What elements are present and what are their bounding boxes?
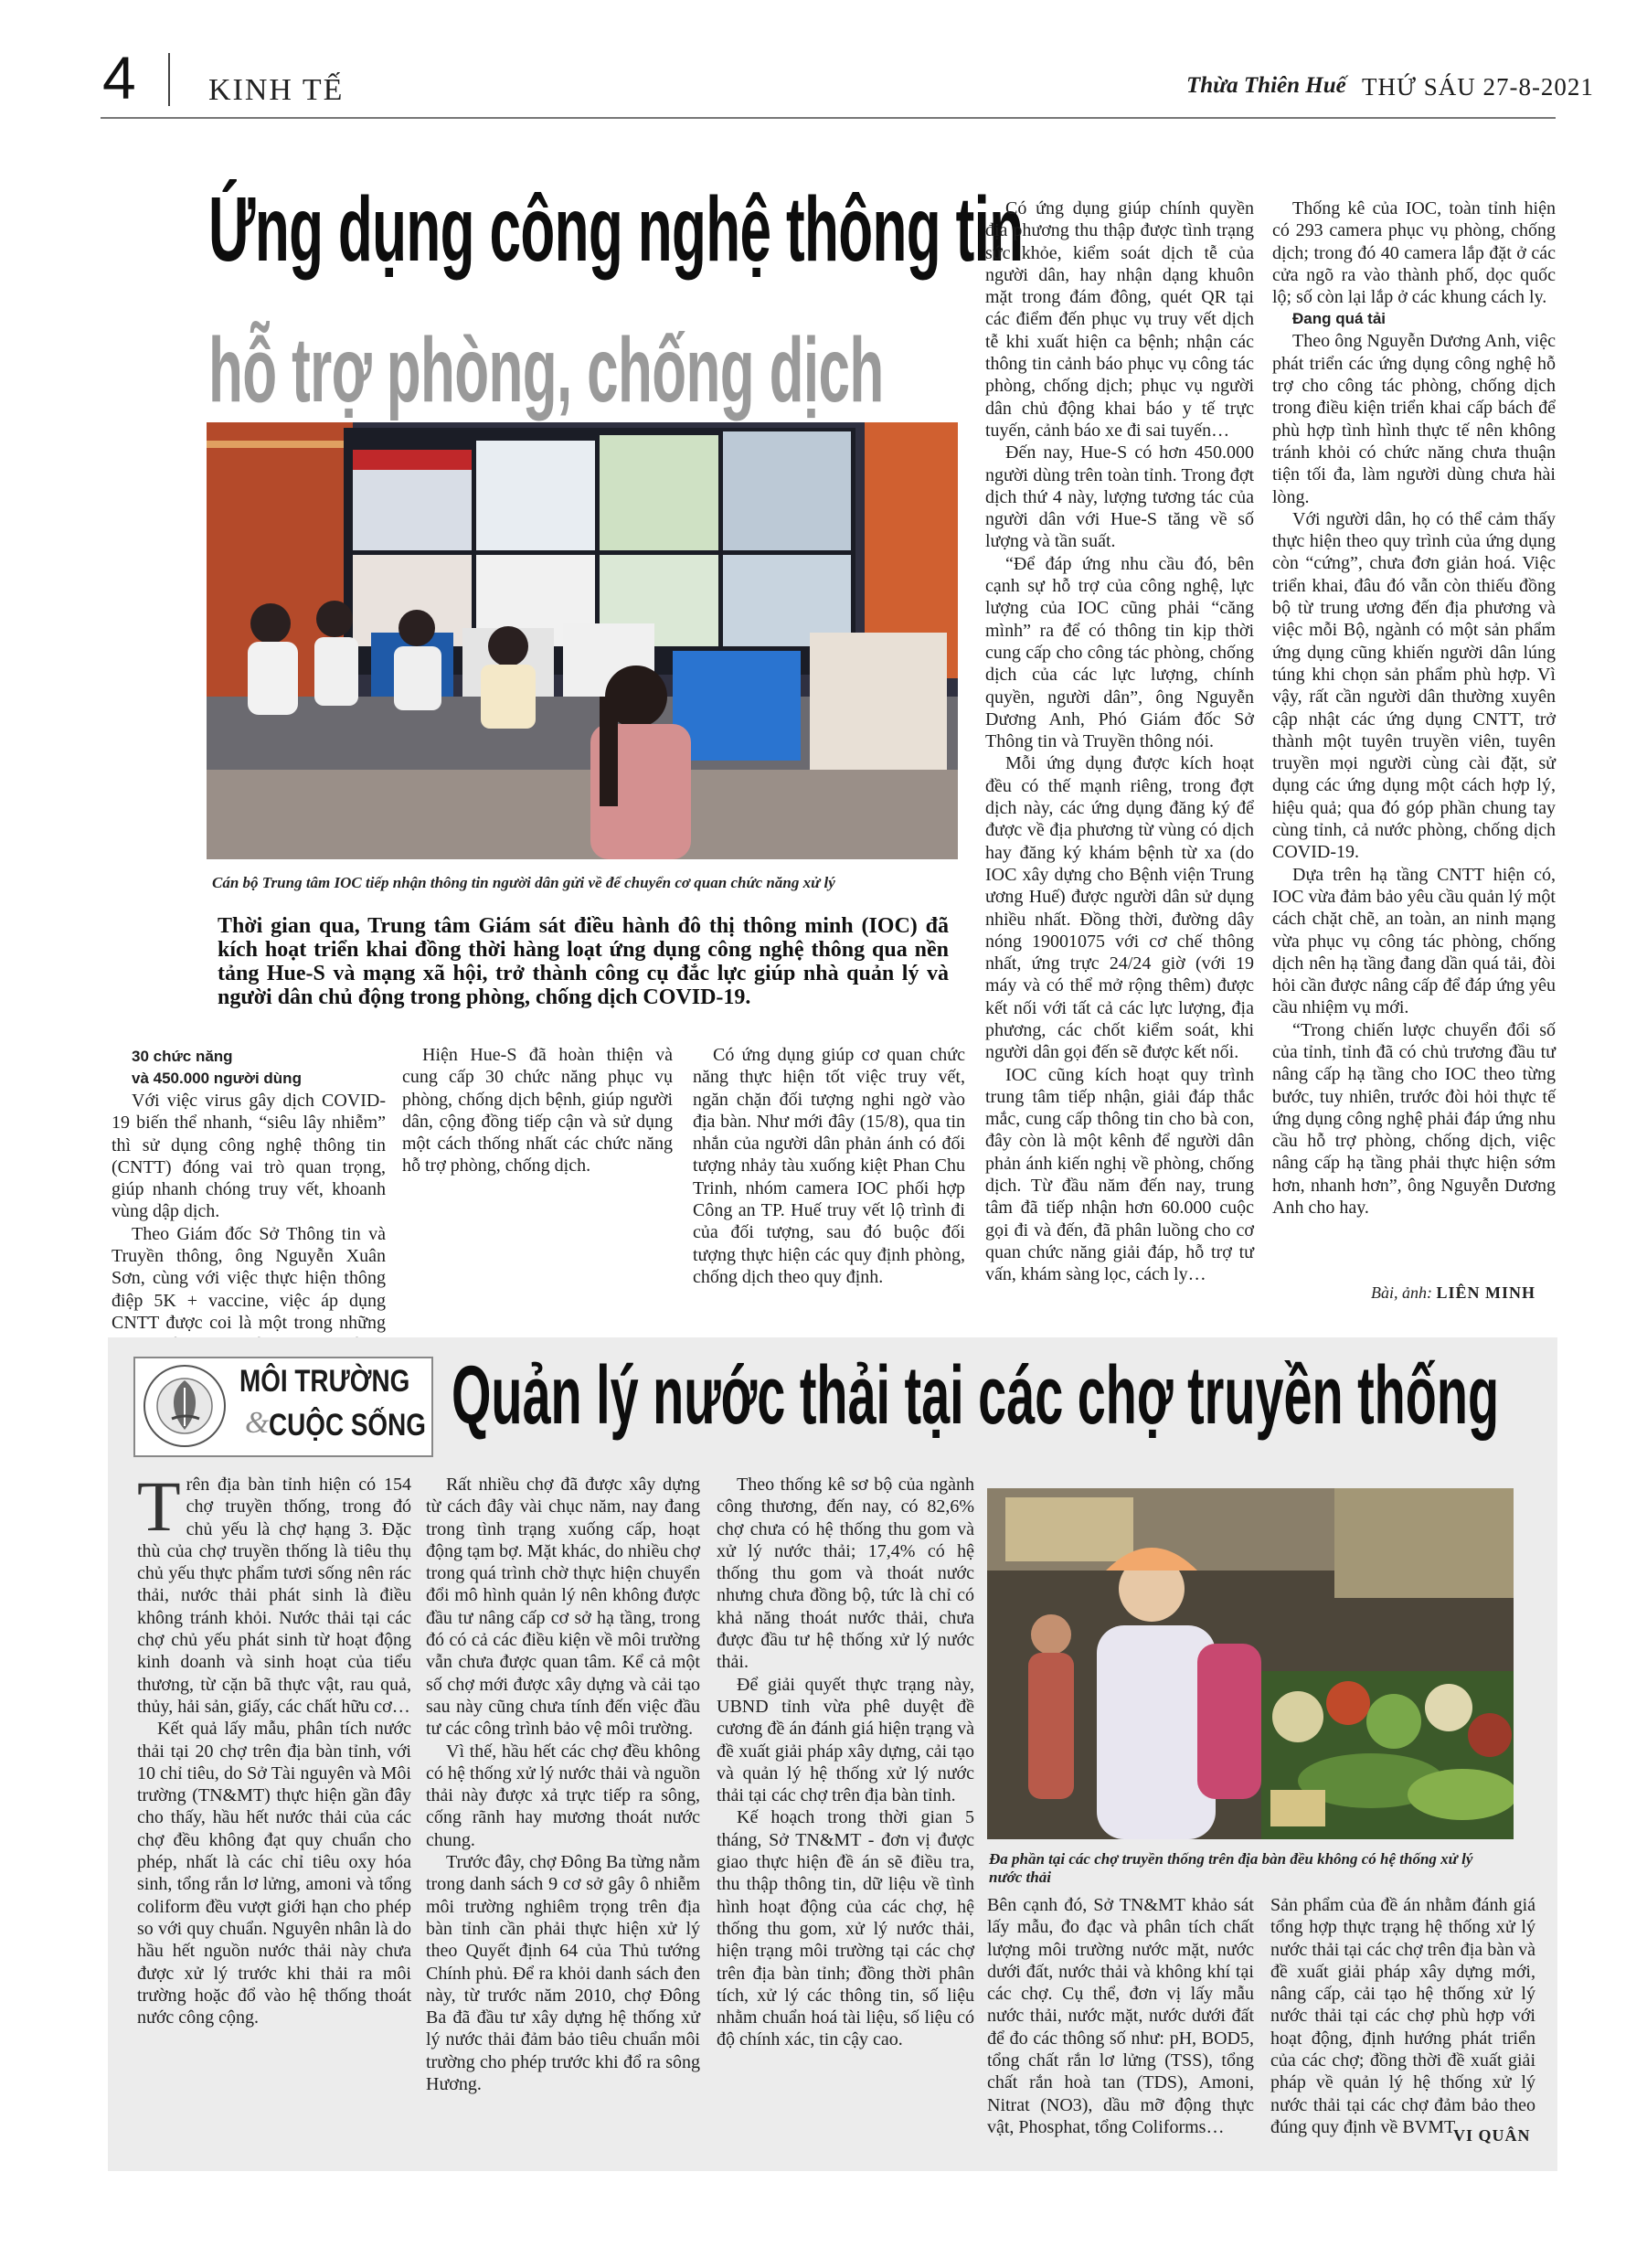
- article2-column-3: [717, 1474, 974, 2051]
- article1-paragraph: IOC cũng kích hoạt quy trình trung tâm tiếp nhận, giải đáp thắc mắc, cung cấp thông tin cho bà con, đây còn là một kênh để người dân phản ánh kiến nghị về phòng, chống dịch. Từ đầu năm đến nay, trung tâm đã tiếp nhận hơn 60.000 cuộc gọi đi và đến, đã phân luồng cho cơ quan chức năng giải đáp, hỗ trợ tư vấn, khám sàng lọc, cách ly…: [985, 1064, 1254, 1285]
- environment-leaf-icon: [141, 1362, 228, 1450]
- article2-byline: VI QUÂN: [1453, 2126, 1531, 2145]
- article2-photo-caption: Đa phần tại các chợ truyền thống trên địa bàn đều không có hệ thống xử lý nước thải: [989, 1850, 1473, 1886]
- article1-paragraph: Hiện Hue-S đã hoàn thiện và cung cấp 30 chức năng phục vụ phòng, chống dịch bệnh, giúp người dân, cộng đồng tiếp cận và sử dụng một cách thống nhất các chức năng hỗ trợ phòng, chống dịch.: [402, 1045, 673, 1177]
- article1-column-1: [112, 1046, 386, 1379]
- article1-paragraph: Có ứng dụng giúp cơ quan chức năng thực hiện tốt việc truy vết, ngăn chặn đối tượng nghi ngờ vào địa bàn. Như mới đây (15/8), qua tin nhắn của người dân phản ánh có đối tượng nhảy tàu xuống kiệt Phan Chu Trinh, nhóm camera IOC phối hợp Công an TP. Huế truy vết lộ trình đi của đối tượng, sau đó buộc đối tượng thực hiện các quy định phòng, chống dịch theo quy định.: [693, 1045, 965, 1287]
- article1-subhead-1a: 30 chức năng: [132, 1048, 233, 1065]
- article1-column-5: [1272, 197, 1556, 1219]
- article2-column-4: [987, 1894, 1254, 2138]
- article1-column-3: [693, 1044, 965, 1288]
- article2-headline: Quản lý nước thải tại các chợ truyền thống: [452, 1350, 1500, 1442]
- article1-subhead-1b: và 450.000 người dùng: [132, 1070, 302, 1087]
- article2-paragraph: rên địa bàn tỉnh hiện có 154 chợ truyền thống, trong đó chủ yếu là chợ hạng 3. Đặc thù của chợ truyền thống là tiêu thụ chủ yếu thực phẩm tươi sống nên rác thải, nước thải phát sinh là điều không tránh khỏi. Nước thải tại các chợ chủ yếu phát sinh từ hoạt động kinh doanh và sinh hoạt của tiểu thương, từ cặn bã thực vật, rau quả, thủy, hải sản, giấy, các chất hữu cơ…: [137, 1475, 411, 1717]
- logo-text-line1: MÔI TRƯỜNG: [239, 1364, 410, 1399]
- newspaper-masthead: Thừa Thiên Huế: [1186, 73, 1346, 98]
- article1-photo-ioc-room: [207, 422, 958, 859]
- article2-paragraph: Bên cạnh đó, Sở TN&MT khảo sát lấy mẫu, đo đạc và phân tích chất lượng môi trường nước mặt, nước dưới đất, nước thải và không khí tại các chợ. Cụ thể, đơn vị lấy mẫu nước thải, nước mặt, nước dưới đất để đo các thông số như: pH, BOD5, tổng chất rắn lơ lửng (TSS), tổng chất rắn hoà tan (TDS), Amoni, Nitrat (NO3), dầu mỡ động thực vật, Phosphat, tổng Coliforms…: [987, 1895, 1254, 2137]
- article1-byline: [1371, 1283, 1535, 1303]
- logo-ampersand: &: [245, 1406, 270, 1440]
- logo-text-line2: CUỘC SỐNG: [269, 1408, 426, 1443]
- article1-headline-line1: Ứng dụng công nghệ thông tin: [208, 178, 1024, 281]
- article2-column-1: [137, 1466, 411, 2028]
- section-label: KINH TẾ: [208, 73, 345, 107]
- article2-paragraph: Vì thế, hầu hết các chợ đều không có hệ thống xử lý nước thải và nguồn thải này được xả trực tiếp ra sông, cống rãnh hay mương thoát nước chung.: [426, 1741, 700, 1850]
- article1-photo-caption: Cán bộ Trung tâm IOC tiếp nhận thông tin người dân gửi về để chuyển cơ quan chức năng xử lý: [212, 874, 835, 891]
- issue-date: THỨ SÁU 27-8-2021: [1362, 73, 1594, 101]
- article1-paragraph: Có ứng dụng giúp chính quyền địa phương thu thập được tình trạng sức khỏe, kiểm soát dịch tễ của người dân, hay nhận dạng khuôn mặt trong đám đông, quét QR tại các điểm đến phục vụ truy vết dịch tễ khi xuất hiện ca bệnh; nhận các thông tin cảnh báo phục vụ công tác phòng, chống dịch; phục vụ người dân chủ động khai báo y tế trực tuyến, cảnh báo xe đi sai tuyến…: [985, 198, 1254, 441]
- article1-subhead-2: Đang quá tải: [1292, 310, 1387, 328]
- article2-paragraph: Kế hoạch trong thời gian 5 tháng, Sở TN&MT - đơn vị được giao thực hiện đề án sẽ điều tra, thu thập thông tin, dữ liệu về tình hình hoạt động của các chợ, hệ thống thu gom, xử lý nước thải, hiện trạng môi trường tại các chợ trên địa bàn tỉnh; đồng thời phân tích, xử lý các thông tin, số liệu nhằm chuẩn hoá tài liệu, số liệu có độ chính xác, tin cậy cao.: [717, 1807, 974, 2050]
- article1-paragraph: Thống kê của IOC, toàn tỉnh hiện có 293 camera phục vụ phòng, chống dịch; trong đó 40 camera lắp đặt ở các cửa ngõ ra vào thành phố, dọc quốc lộ; số còn lại lắp ở các khung cách ly.: [1272, 198, 1556, 308]
- article2-paragraph: Để giải quyết thực trạng này, UBND tỉnh vừa phê duyệt đề cương đề án đánh giá hiện trạng và đề xuất giải pháp xây dựng, cải tạo và quản lý hệ thống xử lý nước thải tại các chợ trên địa bàn tỉnh.: [717, 1674, 974, 1806]
- article1-paragraph: Với người dân, họ có thể cảm thấy thực hiện theo quy trình của ứng dụng còn “cứng”, chưa đơn giản hoá. Việc triển khai, đâu đó vẫn còn thiếu đồng bộ từ trung ương đến địa phương và việc mỗi Bộ, ngành có một sản phẩm ứng dụng cũng khiến người dân lúng túng khi chọn sản phẩm phù hợp. Vì vậy, rất cần người dân thường xuyên cập nhật các ứng dụng CNTT, trở thành một tuyên truyền viên, tuyên truyền mọi người cùng cài đặt, sử dụng các ứng dụng một cách hợp lý, hiệu quả; qua đó góp phần chung tay cùng tỉnh, cả nước phòng, chống dịch COVID-19.: [1272, 508, 1556, 863]
- article1-paragraph: Theo Giám đốc Sở Thông tin và Truyền thông, ông Nguyễn Xuân Sơn, cùng với việc thực hiện thông điệp 5K + vaccine, việc áp dụng CNTT được coi là một trong những: [112, 1223, 386, 1333]
- article2-column-2: [426, 1474, 700, 2095]
- header-rule: [101, 117, 1556, 119]
- article1-headline-line2: hỗ trợ phòng, chống dịch: [208, 319, 884, 421]
- article1-paragraph: “Trong chiến lược chuyển đổi số của tỉnh, tỉnh đã có chủ trương đầu tư nâng cấp hạ tầng cho IOC theo từng bước, tuy nhiên, trước đòi hỏi thực tế ứng dụng công nghệ phải đáp ứng nhu cầu hỗ trợ phòng, chống dịch, việc nâng cấp hạ tầng phải thực hiện sớm hơn, nhanh hơn”, ông Nguyễn Dương Anh cho hay.: [1272, 1019, 1556, 1219]
- article2-paragraph: Theo thống kê sơ bộ của ngành công thương, đến nay, có 82,6% chợ chưa có hệ thống thu gom và xử lý nước thải; 17,4% có hệ thống thu gom và thoát nước nhưng chưa đồng bộ, tức là chỉ có khả năng thoát nước thải, chưa được đầu tư hệ thống xử lý nước thải.: [717, 1475, 974, 1673]
- byline-author: LIÊN MINH: [1436, 1283, 1536, 1302]
- byline-label: Bài, ảnh:: [1371, 1283, 1432, 1302]
- article1-paragraph: Theo ông Nguyễn Dương Anh, việc phát triển các ứng dụng công nghệ hỗ trợ cho công tác phòng, chống dịch trong điều kiện triển khai cấp bách để phù hợp tình hình thực tế nên không tránh khỏi có chức năng chưa thuận tiện tối đa, làm người dùng chưa hài lòng.: [1272, 331, 1556, 507]
- article2-column-5: [1270, 1894, 1535, 2138]
- article1-paragraph: “Để đáp ứng nhu cầu đó, bên cạnh sự hỗ trợ của công nghệ, lực lượng của IOC cũng phải “căng mình” ra để có thông tin kịp thời cung cấp cho công tác phòng, chống dịch của các lực lượng, chính quyền, người dân”, ông Nguyễn Dương Anh, Phó Giám đốc Sở Thông tin và Truyền thông nói.: [985, 553, 1254, 752]
- article1-column-4: [985, 197, 1254, 1286]
- article1-paragraph: Đến nay, Hue-S có hơn 450.000 người dùng trên toàn tỉnh. Trong đợt dịch thứ 4 này, lượng tương tác của người dân với Hue-S tăng về số lượng và tần suất.: [985, 442, 1254, 552]
- article2-photo-market: [987, 1488, 1514, 1839]
- article1-paragraph: Mỗi ứng dụng được kích hoạt đều có thế mạnh riêng, trong đợt dịch này, các ứng dụng đăng ký để được về địa phương từ vùng có dịch hay đăng ký khám bệnh từ xa (do IOC xây dựng cho Bệnh viện Trung ương Huế) được người dân sử dụng nhiều nhất. Đồng thời, đường dây nóng 19001075 với cơ chế thông nhất, ứng trực 24/24 giờ (với 19 máy và có thể mở rộng thêm) được kết nối với tất cả các lực lượng, địa phương, các chốt kiểm soát, khi người dân gọi đến sẽ được kết nối.: [985, 753, 1254, 1063]
- dropcap: T: [137, 1466, 181, 1546]
- article1-paragraph: Với việc virus gây dịch COVID-19 biến thể nhanh, “siêu lây nhiễm” thì sử dụng công nghệ thông tin (CNTT) đóng vai trò quan trọng, giúp nhanh chóng truy vết, khoanh vùng dập dịch.: [112, 1091, 386, 1222]
- article2-paragraph: Kết quả lấy mẫu, phân tích nước thải tại 20 chợ trên địa bàn tỉnh, với 10 chỉ tiêu, do Sở Tài nguyên và Môi trường (TN&MT) thực hiện gần đây cho thấy, hầu hết nước thải của các chợ đều không đạt quy chuẩn cho phép, nhất là các chỉ tiêu oxy hóa sinh, tổng rắn lơ lửng, amoni và tổng coliform đều vượt giới hạn cho phép so với quy chuẩn. Nguyên nhân là do hầu hết nguồn nước thải này chưa được xử lý trước khi thải ra môi trường hoặc đổ vào hệ thống thoát nước công cộng.: [137, 1719, 411, 2028]
- article2-paragraph: Sản phẩm của đề án nhằm đánh giá tổng hợp thực trạng hệ thống xử lý nước thải tại các chợ trên địa bàn và đề xuất giải pháp xây dựng mới, nâng cấp, cải tạo hệ thống xử lý nước thải tại các chợ phù hợp với hoạt động, định hướng phát triển của các chợ; đồng thời đề xuất giải pháp về quản lý hệ thống xử lý nước thải tại các chợ đảm bảo theo đúng quy định về BVMT.: [1270, 1895, 1535, 2137]
- article1-paragraph: Dựa trên hạ tầng CNTT hiện có, IOC vừa đảm bảo yêu cầu quản lý một cách chặt chẽ, an toàn, an ninh mạng vừa phục vụ công tác phòng, chống dịch nên hạ tầng đang dần quá tải, đòi hỏi cần được nâng cấp để đáp ứng yêu cầu nhiệm vụ mới.: [1272, 864, 1556, 1018]
- page-number: 4: [102, 44, 136, 112]
- article1-column-2: [402, 1044, 673, 1177]
- article1-sapo: Thời gian qua, Trung tâm Giám sát điều hành đô thị thông minh (IOC) đã kích hoạt triển khai đồng thời hàng loạt ứng dụng công nghệ thông qua nền tảng Hue-S và mạng xã hội, trở thành công cụ đắc lực giúp nhà quản lý và người dân chủ động trong phòng, chống dịch COVID-19.: [218, 914, 949, 1009]
- article2-paragraph: Trước đây, chợ Đông Ba từng nằm trong danh sách 9 cơ sở gây ô nhiễm môi trường nghiêm trọng trên địa bàn tỉnh cần phải thực hiện xử lý theo Quyết định 64 của Thủ tướng Chính phủ. Để ra khỏi danh sách đen này, từ trước năm 2010, chợ Đông Ba đã đầu tư xây dựng hệ thống xử lý nước thải đảm bảo tiêu chuẩn môi trường cho phép trước khi đổ ra sông Hương.: [426, 1852, 700, 2095]
- header-divider: [168, 53, 170, 106]
- article2-paragraph: Rất nhiều chợ đã được xây dựng từ cách đây vài chục năm, nay đang trong tình trạng xuống cấp, hoạt động tạm bợ. Mặt khác, do nhiều chợ trong quá trình chờ thực hiện chuyển đổi mô hình quản lý nên không được đầu tư nâng cấp cơ sở hạ tầng, trong đó có cả các điều kiện về môi trường vẫn chưa được quan tâm. Kể cả một số chợ mới được xây dựng và cải tạo sau này cũng chưa tính đến việc đầu tư các công trình bảo vệ môi trường.: [426, 1475, 700, 1740]
